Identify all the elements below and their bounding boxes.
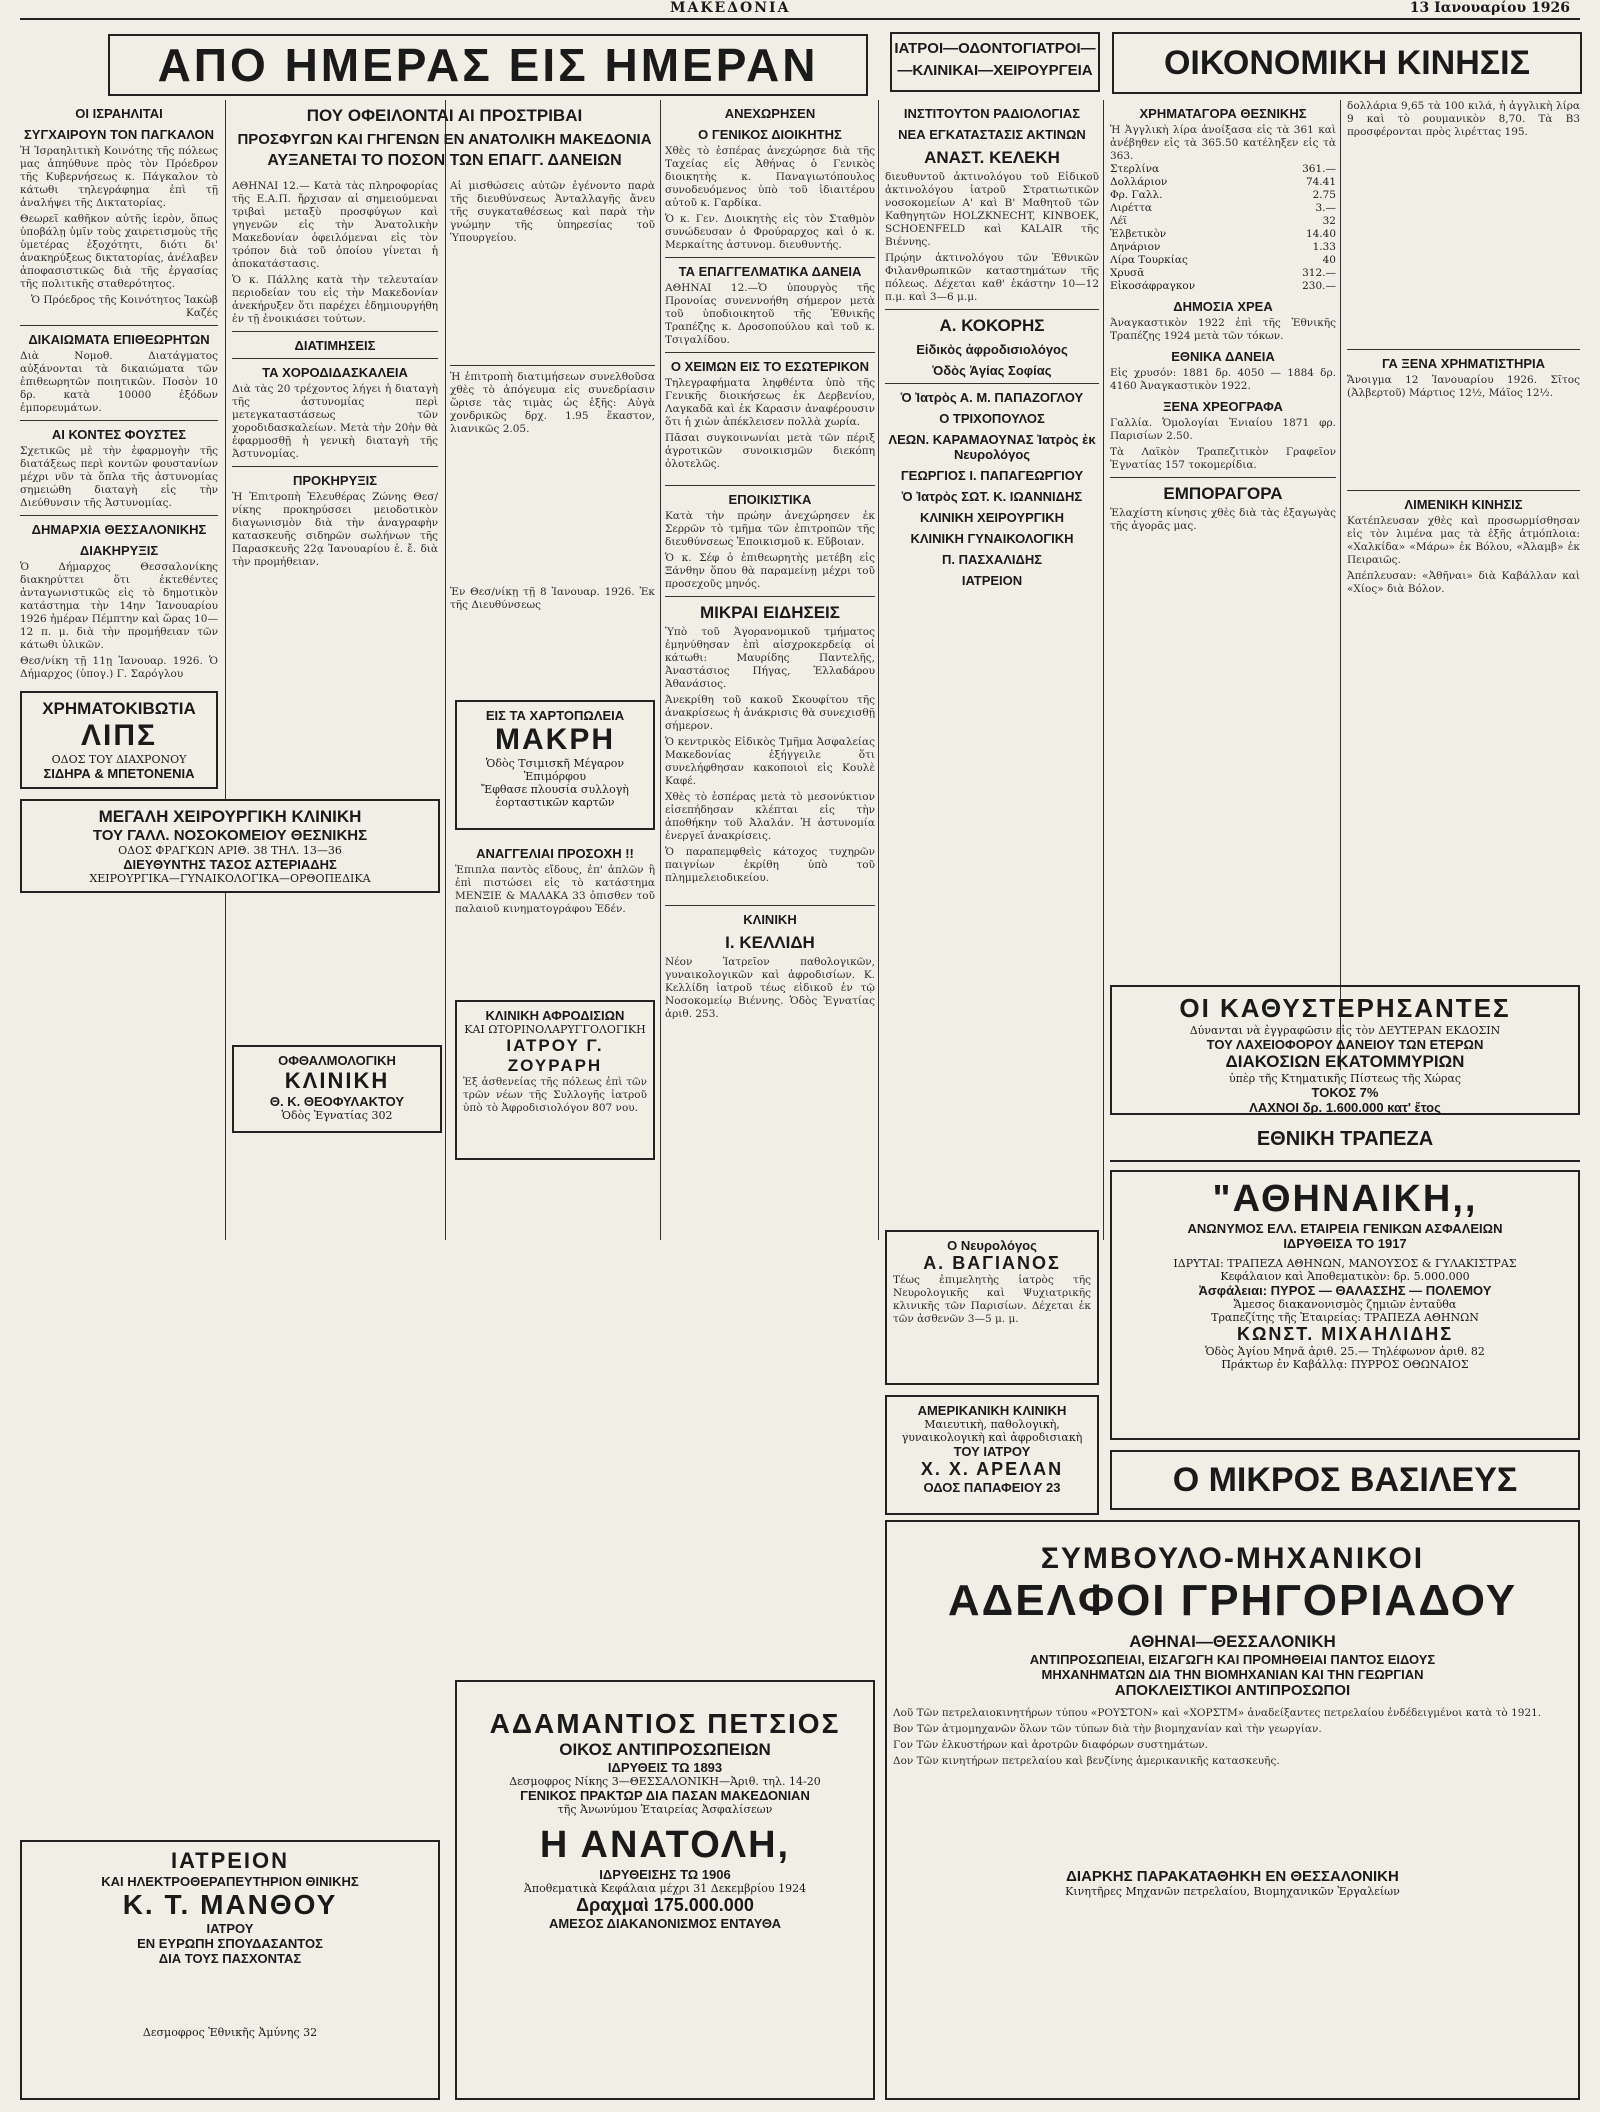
subheadline: ΠΡΟΣΦΥΓΩΝ ΚΑΙ ΓΗΓΕΝΩΝ ΕΝ ΑΝΑΤΟΛΙΚΗ ΜΑΚΕΔΟΝΙΑ (237, 131, 652, 148)
column-6 (1110, 100, 1336, 533)
divider (665, 905, 875, 906)
headline: ΕΠΟΙΚΙΣΤΙΚΑ (728, 492, 812, 507)
divider (20, 420, 218, 421)
newspaper-name: ΜΑΚΕΔΟΝΙΑ (670, 0, 791, 16)
advert-text: Ἔφθασε πλουσία συλλογὴ ἑορταστικῶν καρτῶν (481, 783, 629, 809)
divider (665, 352, 875, 353)
advert-doctor-name: ΙΑΤΡΟΥ Γ. ΖΟΥΡΑΡΗ (506, 1036, 604, 1075)
advert-doctor-name: Χ. Χ. ΑΡΕΛΑΝ (920, 1459, 1064, 1479)
section-banner (108, 34, 868, 96)
advert-text: ΚΑΙ ΩΤΟΡΙΝΟΛΑΡΥΓΓΟΛΟΓΙΚΗ (464, 1023, 646, 1036)
advert-text: ΔΙΑ ΤΟΥΣ ΠΑΣΧΟΝΤΑΣ (158, 1951, 302, 1966)
advert-text: Γον Τῶν ἐλκυστήρων καὶ ἀροτρῶν διαφόρων συστημάτων. (893, 1739, 1209, 1751)
advert-text: ΑΝΩΝΥΜΟΣ ΕΛΛ. ΕΤΑΙΡΕΙΑ ΓΕΝΙΚΩΝ ΑΣΦΑΛΕΙΩΝ (1187, 1221, 1503, 1236)
article-text: Ἀπέπλευσαν: «Ἀθῆναι» διὰ Καβάλλαν καὶ «Χίος» διὰ Βόλον. (1347, 570, 1580, 595)
headline: ΔΗΜΑΡΧΙΑ ΘΕΣΣΑΛΟΝΙΚΗΣ (31, 522, 207, 537)
advert-text: Τραπεζίτης τῆς Ἑταιρείας: ΤΡΑΠΕΖΑ ΑΘΗΝΩΝ (1211, 1311, 1479, 1324)
advert-text: Ἄμεσος διακανονισμὸς ζημιῶν ἐνταῦθα (1233, 1298, 1457, 1311)
advert-text: Τέως ἐπιμελητὴς ἰατρὸς τῆς Νευρολογικῆς καὶ Ψυχιατρικῆς κλινικῆς τῶν Παρισίων. Δέχεται ἐκ τῶν ἀσθενῶν 3—5 μ. μ. (893, 1274, 1091, 1325)
headline: ΑΝΑΓΓΕΛΙΑΙ ΠΡΟΣΟΧΗ !! (476, 846, 634, 861)
ophthalmology-clinic-advert (232, 1045, 442, 1133)
column-rule (878, 100, 879, 1240)
advert-heading: ΟΙ ΚΑΘΥΣΤΕΡΗΣΑΝΤΕΣ (1179, 993, 1511, 1023)
article-text: Κατέπλευσαν χθὲς καὶ προσωρμίσθησαν εἰς τὸν λιμένα μας τὰ ἑξῆς ἀτμόπλοια: «Χαλκίδα» «Μάρω» ἐκ Βόλου, «Ἀλαμβ» ἐκ Πειραιῶς. (1347, 515, 1580, 566)
headline: ΑΙ ΚΟΝΤΕΣ ΦΟΥΣΤΕΣ (51, 427, 187, 442)
advert-text: ΑΜΕΣΟΣ ΔΙΑΚΑΝΟΝΙΣΜΟΣ ΕΝΤΑΥΘΑ (548, 1916, 782, 1931)
subheadline: ΝΕΑ ΕΓΚΑΤΑΣΤΑΣΙΣ ΑΚΤΙΝΩΝ (898, 127, 1086, 142)
article-text: διευθυντοῦ ἀκτινολόγου τοῦ Εἰδικοῦ ἀκτινολόγου ἰατροῦ Στρατιωτικῶν νοσοκομείων Α' καὶ Β' Μαθητοῦ τῶν Καθηγητῶν HOLZKNECHT, KINBOEK, SCHOENFELD καὶ KALAIR τῆς Βιέννης. (885, 171, 1099, 248)
advert-text: ΓΕΝΙΚΟΣ ΠΡΑΚΤΩΡ ΔΙΑ ΠΑΣΑΝ ΜΑΚΕΔΟΝΙΑΝ (520, 1788, 810, 1803)
advert-doctor-name: Θ. Κ. ΘΕΟΦΥΛΑΚΤΟΥ (269, 1094, 405, 1109)
advert-heading: ΚΛΙΝΙΚΗ (743, 912, 797, 927)
article-text: Κατὰ τὴν πρώην ἀνεχώρησεν ἐκ Σερρῶν τὸ τμῆμα τῶν ἐπιτροπῶν τῆς διευθύνσεως Ἐποικισμοῦ κ. Εὔβοιαν. (665, 510, 875, 548)
advert-text: ὑπὲρ τῆς Κτηματικῆς Πίστεως τῆς Χώρας (1228, 1072, 1462, 1085)
article-text: Ἀνεκρίθη τοῦ κακοῦ Σκουφίτου τῆς ἀνακρίσεως ἡ ἀνάκρισις θὰ συνεχισθῇ σήμερον. (665, 694, 875, 732)
headline: ΙΝΣΤΙΤΟΥΤΟΝ ΡΑΔΙΟΛΟΓΙΑΣ (903, 106, 1081, 121)
currency-quotes (1110, 163, 1336, 293)
article-text: Πρῴην ἀκτινολόγου τῶν Ἐθνικῶν Φιλανθρωπικῶν καταστημάτων τῆς πόλεως. Δέχεται καθ' ἑκάστην 10—12 π.μ. καὶ 3—6 μ.μ. (885, 252, 1099, 303)
article-text: Χθὲς τὸ ἑσπέρας μετὰ τὸ μεσονύκτιον εἰσεπήδησαν κλέπται εἰς τὴν ἀποθήκην τοῦ Ἀλαλάν. Ἡ ἀστυνομία ἐνεργεῖ ἀνακρίσεις. (665, 791, 875, 842)
doctor-listing: ΙΑΤΡΕΙΟΝ (961, 573, 1023, 588)
divider (1347, 349, 1580, 350)
article-text: Θεσ/νίκη τῇ 11ῃ Ἰανουαρ. 1926. Ὁ Δήμαρχος (ὑπογ.) Γ. Σαρόγλου (20, 655, 218, 680)
divider (450, 365, 655, 366)
advert-text: ΟΙΚΟΣ ΑΝΤΙΠΡΟΣΩΠΕΙΩΝ (559, 1740, 771, 1759)
advert-heading: ΟΦΘΑΛΜΟΛΟΓΙΚΗ (278, 1053, 396, 1068)
headline: ΓΑ ΞΕΝΑ ΧΡΗΜΑΤΙΣΤΗΡΙΑ (1381, 356, 1546, 371)
advert-text: ΔΙΑΚΟΣΙΩΝ ΕΚΑΤΟΜΜΥΡΙΩΝ (1225, 1052, 1465, 1071)
column-2 (232, 100, 657, 171)
advert-address: Δεσμοφρος Ἐθνικῆς Ἀμύνης 32 (142, 2026, 318, 2039)
advert-text: ΔΙΑΡΚΗΣ ΠΑΡΑΚΑΤΑΘΗΚΗ ΕΝ ΘΕΣΣΑΛΟΝΙΚΗ (1066, 1868, 1399, 1885)
advert-text: Δον Τῶν κινητήρων πετρελαίου καὶ βενζίνης ἀμερικανικῆς κατασκευῆς. (893, 1755, 1280, 1767)
article-text: Ἄνοιγμα 12 Ἰανουαρίου 1926. Σῖτος (Ἀλβερτοῦ) Μάρτιος 12½, Μάϊος 12½. (1347, 374, 1580, 399)
advert-text: Μαιευτικὴ, παθολογικὴ, γυναικολογικὴ καὶ ἀφροδισιακὴ (901, 1418, 1083, 1444)
divider (232, 358, 438, 359)
advert-text: ΙΑΤΡΟΥ (206, 1921, 254, 1936)
subheadline: ΣΥΓΧΑΙΡΟΥΝ ΤΟΝ ΠΑΓΚΑΛΟΝ (23, 127, 215, 142)
advert-heading: ΕΙΣ ΤΑ ΧΑΡΤΟΠΩΛΕΙΑ (485, 708, 625, 723)
article-text: Ἐπιπλα παντὸς εἴδους, ἐπ' ἀπλῶν ἢ ἐπὶ πιστώσει εἰς τὸ κατάστημα ΜΕΝΞΙΕ & ΜΑΛΑΚΑ 33 ὀπισθεν τοῦ παλαιοῦ κινηματογράφου Ἐδέν. (455, 864, 655, 915)
divider (665, 596, 875, 597)
doctors-line-2: —ΚΛΙΝΙΚΑΙ—ΧΕΙΡΟΥΡΓΕΙΑ (897, 62, 1093, 79)
divider (232, 331, 438, 332)
column-rule (1103, 100, 1104, 1240)
doctor-name: ΑΝΑΣΤ. ΚΕΛΕΚΗ (924, 148, 1060, 167)
advert-heading: ΚΛΙΝΙΚΗ (284, 1068, 390, 1093)
quote-row: Στερλίνα 361.— (1110, 163, 1336, 175)
advert-text: Κεφάλαιον καὶ Ἀποθεματικὸν: δρ. 5.000.000 (1220, 1270, 1470, 1283)
headline: ΤΑ ΕΠΑΓΓΕΛΜΑΤΙΚΑ ΔΑΝΕΙΑ (678, 264, 862, 279)
article-text: ΑΘΗΝΑΙ 12.— Κατὰ τὰς πληροφορίας τῆς Ε.Α.Π. ἤρχισαν αἱ σημειούμεναι τριβαὶ μεταξὺ προσφύγων καὶ γηγενῶν εἰς τὴν Ἀνατολικὴν Μακεδονίαν ὀφειλόμεναι εἰς τὸν τρόπον διὰ τοῦ ὁποίου γίνεται ἡ ἀποκατάστασις. (232, 180, 438, 270)
advert-text: ΤΟΥ ΛΑΧΕΙΟΦΟΡΟΥ ΔΑΝΕΙΟΥ ΤΩΝ ΕΤΕΡΩΝ (1206, 1037, 1484, 1052)
article-text: Ὁ κ. Γεν. Διοικητὴς εἰς τὸν Σταθμὸν συνώδευσαν ὁ Φρούραρχος καὶ ὁ κ. Μερκαίτης ἀστυνομ. διευθυντής. (665, 213, 875, 251)
quote-row: Δολλάριον 74.41 (1110, 176, 1336, 188)
quote-row: Λέϊ 32 (1110, 215, 1336, 227)
article-text: Αἱ μισθώσεις αὐτῶν ἐγένοντο παρὰ τῆς διευθύνσεως Ἀνταλλαγῆς ἄνευ τῆς συγκαταθέσεως καὶ παρὰ τὴν γνώμην τῆς ὑπηρεσίας τοῦ Ὑπουργείου. (450, 180, 655, 244)
article-text: Ἐλαχίστη κίνησις χθὲς διὰ τὰς ἐξαγωγὰς τῆς ἀγορᾶς μας. (1110, 507, 1336, 532)
advert-heading: ΣΥΜΒΟΥΛΟ-ΜΗΧΑΝΙΚΟΙ (1040, 1542, 1425, 1575)
column-7 (1347, 100, 1580, 596)
article-text: Σχετικῶς μὲ τὴν ἐφαρμογὴν τῆς διατάξεως περὶ κοντῶν φουστανίων μέχρι νῦν τὰ ὅπλα τῆς ἀστυνομίας σημειώθη διαταγὴ εἰς τὴν Διεύθυνσιν τῆς Ἀστυνομίας. (20, 445, 218, 509)
doctor-listing: Ὁ Ἰατρὸς Α. Μ. ΠΑΠΑΖΟΓΛΟΥ (900, 390, 1084, 405)
divider (1110, 477, 1336, 478)
doctor-listing: ΚΛΙΝΙΚΗ ΧΕΙΡΟΥΡΓΙΚΗ (920, 510, 1064, 525)
advert-brand: ΜΑΚΡΗ (495, 723, 615, 756)
article-text: Ἡ Ἐπιτροπὴ Ἐλευθέρας Ζώνης Θεσ/νίκης προκηρύσσει μειοδοτικὸν διαγωνισμὸν διὰ τὴν ἀναγραφὴν κατασκευῆς σιδηρῶν σωλήνων τῆς Παρασκευῆς 22ᾳ Ἰανουαρίου ἐ. ἔ. διὰ τὴν προμήθειαν. (232, 491, 438, 568)
advert-text: Ἐξ ἀσθενείας τῆς πόλεως ἐπὶ τῶν τρῶν νέων τῆς Συλλογῆς ἰατροῦ ὑπὸ τὸ Ἀφροδισιολόγον 807 νου. (463, 1076, 647, 1114)
article-text: Ἀναγκαστικὸν 1922 ἐπὶ τῆς Ἐθνικῆς Τραπέζης 1924 μετὰ τῶν τόκων. (1110, 317, 1336, 342)
headline: ΠΟΥ ΟΦΕΙΛΟΝΤΑΙ ΑΙ ΠΡΟΣΤΡΙΒΑΙ (306, 106, 583, 125)
article-text: Θεωρεῖ καθῆκον αὐτῆς ἱερὸν, ὅπως ὑποβάλῃ ὑμῖν τοὺς χαιρετισμοὺς τῆς ὑμετέρας ἐξοχότητι, διότι δι' ἀνακηρύξεως δικτατορίας, ἀνέλαβεν ἀποφασιστικῶς διὰ τῆς ἐργασίας τῆς πολιτικῆς σταθερότητος. (20, 213, 218, 290)
article-text: Ἡ ἐπιτροπὴ διατιμήσεων συνελθοῦσα χθὲς τὸ ἀπόγευμα εἰς συνεδρίασιν ὥρισε τὰς τιμὰς ὡς ἑξῆς: Αὐγὰ χονδρικῶς δρχ. 1.95 ἕκαστον, λιανικῶς 2.05. (450, 371, 655, 435)
subheadline: Ο ΓΕΝΙΚΟΣ ΔΙΟΙΚΗΤΗΣ (698, 127, 842, 142)
advert-address: Ὁδὸς Ἀγίου Μηνᾶ ἀριθ. 25.— Τηλέφωνον ἀριθ. 82 (1205, 1345, 1485, 1358)
divider (885, 309, 1099, 310)
advert-address: Ὁδὸς Τσιμισκῆ Μέγαρον Ἐπιμόρφου (485, 757, 625, 783)
article-text: Τὰ Λαϊκὸν Τραπεζιτικὸν Γραφεῖον Ἐγνατίας 157 τοκομερίδια. (1110, 446, 1336, 471)
article-text: Ὑπὸ τοῦ Ἀγορανομικοῦ τμήματος ἐμηνύθησαν ἐπὶ αἰσχροκερδείᾳ οἱ κάτωθι: Μαυρίδης Παντελῆς, Ἀναστάσιος Πήγας, Ἐλλαδάρου Ἀθανάσιος. (665, 626, 875, 690)
advert-address: Δεσμοφρος Νίκης 3—ΘΕΣΣΑΛΟΝΙΚΗ—Ἀριθ. τηλ. 14-20 (509, 1775, 821, 1788)
doctor-listing: ΚΛΙΝΙΚΗ ΓΥΝΑΙΚΟΛΟΓΙΚΗ (910, 531, 1074, 546)
headline: Ο ΧΕΙΜΩΝ ΕΙΣ ΤΟ ΕΣΩΤΕΡΙΚΟΝ (670, 359, 870, 374)
headline: ΧΡΗΜΑΤΑΓΟΡΑ ΘΕΣΝΙΚΗΣ (1139, 106, 1307, 121)
american-clinic-advert (885, 1395, 1099, 1515)
electrotherapy-clinic-advert (20, 1840, 440, 2100)
headline: ΕΘΝΙΚΑ ΔΑΝΕΙΑ (1171, 349, 1275, 364)
little-king-banner (1110, 1450, 1580, 1510)
neurologist-advert (885, 1230, 1099, 1385)
column-2a (232, 180, 438, 569)
advert-text: ΟΔΟΣ ΤΟΥ ΔΙΑΧΡΟΝΟΥ (51, 753, 187, 766)
advert-text: Κινητῆρες Μηχανῶν πετρελαίου, Βιομηχανικῶν Ἐργαλείων (1065, 1885, 1400, 1898)
surgical-clinic-advert (20, 799, 440, 893)
advert-heading: ΚΛΙΝΙΚΗ ΑΦΡΟΔΙΣΙΩΝ (485, 1008, 625, 1023)
divider (665, 257, 875, 258)
article-text: Ὁ Δήμαρχος Θεσσαλονίκης διακηρύττει ὅτι ἐκτεθέντες ἀνταγωνιστικῶς εἰς τὸ δημοτικὸν κατάστημα τὴν 14ην Ἰανουαρίου 1926 ἡμέραν Πέμπτην καὶ ὥρας 10—12 π. μ. διὰ τὴν προμήθειαν τῶν κάτωθι ὑλικῶν. (20, 561, 218, 651)
quote-row: Δηνάριον 1.33 (1110, 241, 1336, 253)
subheadline: ΑΥΞΑΝΕΤΑΙ ΤΟ ΠΟΣΟΝ ΤΩΝ ΕΠΑΓΓ. ΔΑΝΕΙΩΝ (267, 152, 622, 169)
advert-brand: "ΑΘΗΝΑΙΚΗ,, (1212, 1178, 1478, 1220)
safes-advert (20, 691, 218, 789)
doctor-listing: ΛΕΩΝ. ΚΑΡΑΜΑΟΥΝΑΣ Ἰατρὸς ἐκ Νευρολόγος (888, 432, 1096, 462)
grigoriadis-engineers-advert (885, 1520, 1580, 2100)
advert-doctor-name: Ι. ΚΕΛΛΙΔΗ (725, 933, 815, 952)
doctors-line-1: ΙΑΤΡΟΙ—ΟΔΟΝΤΟΓΙΑΤΡΟΙ— (894, 40, 1096, 57)
article-text: Ἡ Ἰσραηλιτικὴ Κοινότης τῆς πόλεως μας ἀπηύθυνε πρὸς τὸν Πρόεδρον τῆς Κυβερνήσεως κ. Πάγκαλον τὸ κάτωθι τηλεγράφημα ἐπὶ τῇ ἀναλήψει τῆς Δικτατορίας. (20, 145, 218, 209)
signature: Ὁ Πρόεδρος τῆς Κοινότητος Ἰακὼβ Καζές (31, 294, 218, 319)
headline: ΞΕΝΑ ΧΡΕΟΓΡΑΦΑ (1163, 399, 1283, 414)
headline: ΕΜΠΟΡΑΓΟΡΑ (1163, 484, 1283, 503)
divider (20, 325, 218, 326)
issue-date: 13 Ιανουαρίου 1926 (1409, 0, 1570, 16)
lottery-loan-advert (1110, 985, 1580, 1115)
advert-address: Ὁδὸς Ἐγνατίας 302 (281, 1109, 393, 1122)
column-rule (1340, 100, 1341, 1070)
divider (1347, 490, 1580, 491)
advert-text: ΧΕΙΡΟΥΡΓΙΚΑ—ΓΥΝΑΙΚΟΛΟΓΙΚΑ—ΟΡΘΟΠΕΔΙΚΑ (89, 872, 371, 885)
advert-text: ΣΙΔΗΡΑ & ΜΠΕΤΟΝΕΝΙΑ (43, 766, 195, 781)
advert-text: Πράκτωρ ἐν Καβάλλᾳ: ΠΥΡΡΟΣ ΟΘΩΝΑΙΟΣ (1221, 1358, 1469, 1371)
advert-text: τῆς Ἀνωνύμου Ἑταιρείας Ἀσφαλίσεων (557, 1803, 773, 1816)
article-text: ΑΘΗΝΑΙ 12.—Ὁ ὑπουργὸς τῆς Προνοίας συνεννοήθη σήμερον μετὰ τοῦ ὑποδιοικητοῦ τῆς Ἐθνικῆς Τραπέζης κ. Δροσοπούλου καὶ τοῦ κ. Τσιγαλίδου. (665, 282, 875, 346)
quote-row: Φρ. Γαλλ. 2.75 (1110, 189, 1336, 201)
article-text: Ὁ κ. Πάλλης κατὰ τὴν τελευταίαν περιοδείαν του εἰς τὴν Μακεδονίαν ἀνεκήρυξεν ὅτι παρέχει ἐδημιουργήθη ἐν τῇ ἐνοικιάσει τούτων. (232, 274, 438, 325)
advert-text: ΜΗΧΑΝΗΜΑΤΩΝ ΔΙΑ ΤΗΝ ΒΙΟΜΗΧΑΝΙΑΝ ΚΑΙ ΤΗΝ ΓΕΩΡΓΙΑΝ (1041, 1667, 1424, 1682)
advert-text: ΙΔΡΥΘΕΙΣΗΣ ΤΩ 1906 (599, 1867, 731, 1882)
headline: ΔΙΑΤΙΜΗΣΕΙΣ (294, 338, 376, 353)
article-text: Εἰς χρυσόν: 1881 δρ. 4050 — 1884 δρ. 4160 Ἀναγκαστικὸν 1922. (1110, 367, 1336, 392)
article-text: Ἐν Θεσ/νίκῃ τῇ 8 Ἰανουαρ. 1926. Ἐκ τῆς Διευθύνσεως (450, 586, 655, 611)
doctor-name: Α. ΚΟΚΟΡΗΣ (939, 316, 1045, 335)
quote-row: Εἰκοσάφραγκον 230.— (1110, 280, 1336, 292)
column-rule (445, 100, 446, 1240)
article-text: δολλάρια 9,65 τὰ 100 κιλά, ἡ ἀγγλικὴ λίρα 9 καὶ τὸ ρουμανικὸν 8,70. Τὰ Β3 προσφέρονται πρὸς λιρέττας 195. (1347, 100, 1580, 138)
advert-text: ΔΙΕΥΘΥΝΤΗΣ ΤΑΣΟΣ ΑΣΤΕΡΙΑΔΗΣ (123, 857, 337, 872)
advert-doctor-name: Κ. Τ. ΜΑΝΘΟΥ (122, 1889, 338, 1920)
page-header (20, 0, 1580, 20)
advert-text: ΑΝΤΙΠΡΟΣΩΠΕΙΑΙ, ΕΙΣΑΓΩΓΗ ΚΑΙ ΠΡΟΜΗΘΕΙΑΙ ΠΑΝΤΟΣ ΕΙΔΟΥΣ (1029, 1652, 1436, 1667)
doctor-listing: Π. ΠΑΣΧΑΛΙΔΗΣ (941, 552, 1043, 567)
divider (885, 383, 1099, 384)
column-4 (665, 480, 875, 1021)
doctor-listing: Ὁ Ἰατρὸς ΣΩΤ. Κ. ΙΩΑΝΝΙΔΗΣ (901, 489, 1083, 504)
advert-brand: ΛΙΠΣ (80, 719, 157, 752)
headline: ΟΙ ΙΣΡΑΗΛΙΤΑΙ (75, 106, 163, 121)
advert-heading: ΙΑΤΡΕΙΟΝ (170, 1848, 290, 1873)
subheadline: ΔΙΑΚΗΡΥΞΙΣ (79, 543, 159, 558)
bank-heading (1110, 1118, 1580, 1162)
advert-heading: ΑΔΑΜΑΝΤΙΟΣ ΠΕΤΣΙΟΣ (489, 1708, 841, 1739)
advert-text: ΤΟΥ ΓΑΛΛ. ΝΟΣΟΚΟΜΕΙΟΥ ΘΕΣΝΙΚΗΣ (92, 827, 368, 844)
article-text: Διὰ τὰς 20 τρέχοντος λήγει ἡ διαταγὴ τῆς ἀστυνομίας περὶ μετεγκαταστάσεως τῶν χοροδιδασκαλείων. Μετὰ τὴν 20ὴν θὰ ἐφαρμοσθῇ ἡ γενικὴ διαταγὴ τῆς Ἀστυνομίας. (232, 383, 438, 460)
doctor-specialty: Εἰδικὸς ἀφροδισιολόγος (916, 342, 1068, 357)
bank-name: ΕΘΝΙΚΗ ΤΡΑΠΕΖΑ (1256, 1128, 1434, 1150)
advert-brand: Η ΑΝΑΤΟΛΗ, (539, 1824, 791, 1866)
advert-text: ΙΔΡΥΘΕΙΣΑ ΤΟ 1917 (1283, 1236, 1407, 1251)
advert-text: ΤΟΥ ΙΑΤΡΟΥ (953, 1444, 1031, 1459)
quote-row: Λιρέττα 3.— (1110, 202, 1336, 214)
advert-heading: ΑΜΕΡΙΚΑΝΙΚΗ ΚΛΙΝΙΚΗ (917, 1403, 1067, 1418)
doctor-address: Ὁδὸς Ἁγίας Σοφίας (932, 363, 1052, 378)
advert-address: ΟΔΟΣ ΠΑΠΑΦΕΙΟΥ 23 (923, 1480, 1061, 1495)
column-5 (885, 100, 1099, 591)
article-text: Ὁ παραπεμφθεὶς κάτοχος τυχηρῶν παιγνίων ἐκρίθη ὑπὸ τοῦ πλημμελειοδικείου. (665, 846, 875, 884)
quote-row: Ἑλβετικὸν 14.40 (1110, 228, 1336, 240)
advert-heading: Ο Νευρολόγος (947, 1238, 1037, 1253)
doctors-section-banner (890, 32, 1100, 92)
advert-text: Ἀσφάλειαι: ΠΥΡΟΣ — ΘΑΛΑΣΣΗΣ — ΠΟΛΕΜΟΥ (1198, 1283, 1492, 1298)
headline: ΤΑ ΧΟΡΟΔΙΔΑΣΚΑΛΕΙΑ (262, 365, 408, 380)
headline: ΑΝΕΧΩΡΗΣΕΝ (724, 106, 816, 121)
advert-agent-name: ΚΩΝΣΤ. ΜΙΧΑΗΛΙΔΗΣ (1237, 1324, 1453, 1344)
venereal-clinic-advert (455, 1000, 655, 1160)
headline: ΠΡΟΚΗΡΥΞΙΣ (292, 473, 378, 488)
column-rule (660, 100, 661, 1240)
headline: ΛΙΜΕΝΙΚΗ ΚΙΝΗΣΙΣ (1404, 497, 1523, 512)
advert-text: ΕΝ ΕΥΡΩΠΗ ΣΠΟΥΔΑΣΑΝΤΟΣ (137, 1936, 323, 1951)
advert-text: ΑΠΟΚΛΕΙΣΤΙΚΟΙ ΑΝΤΙΠΡΟΣΩΠΟΙ (1114, 1682, 1351, 1699)
doctor-listing: ΓΕΩΡΓΙΟΣ Ι. ΠΑΠΑΓΕΩΡΓΙΟΥ (900, 468, 1084, 483)
divider (665, 485, 875, 486)
advert-text: ΟΔΟΣ ΦΡΑΓΚΩΝ ΑΡΙΘ. 38 ΤΗΛ. 13—36 (118, 844, 342, 857)
advert-text: ΙΔΡΥΘΕΙΣ ΤΩ 1893 (607, 1760, 723, 1775)
headline: ΔΙΚΑΙΩΜΑΤΑ ΕΠΙΘΕΩΡΗΤΩΝ (28, 332, 210, 347)
advert-brand: Ο ΜΙΚΡΟΣ ΒΑΣΙΛΕΥΣ (1172, 1461, 1518, 1499)
advert-text: ΑΘΗΝΑΙ—ΘΕΣΣΑΛΟΝΙΚΗ (1129, 1632, 1336, 1651)
article-text: Γαλλία. Ὁμολογίαι Ἐνιαίου 1871 φρ. Παρισίων 2.50. (1110, 417, 1336, 442)
advert-text: Νέον Ἰατρεῖον παθολογικῶν, γυναικολογικῶν καὶ ἀφροδισίων. Κ. Κελλίδη ἰατροῦ τέως εἰδικοῦ ἐν τῷ Νοσοκομείῳ Βιέννης. Ὁδὸς Ἐγνατίας ἀριθ. 253. (665, 956, 875, 1020)
advert-text: Βον Τῶν ἀτμομηχανῶν ὅλων τῶν τύπων διὰ τὴν βιομηχανίαν καὶ τὴν γεωργίαν. (893, 1723, 1322, 1735)
advert-text: ΤΟΚΟΣ 7% (1311, 1085, 1379, 1100)
stationery-advert (455, 700, 655, 830)
advert-heading: ΜΕΓΑΛΗ ΧΕΙΡΟΥΡΓΙΚΗ ΚΛΙΝΙΚΗ (98, 807, 362, 826)
article-text: Πᾶσαι συγκοινωνίαι μετὰ τῶν πέριξ ἀγροτικῶν συνοικισμῶν διεκόπη ὁλοτελῶς. (665, 432, 875, 470)
doctor-listing: Ο ΤΡΙΧΟΠΟΥΛΟΣ (939, 411, 1045, 426)
insurance-advert (1110, 1170, 1580, 1440)
advert-text: Λοῦ Τῶν πετρελαιοκινητήρων τύπου «ΡΟΥΣΤΟΝ» καὶ «ΧΟΡΣΤΜ» ἀναδείξαντες πετρελαίου ἐνδέδειγμένοι κατὰ τὸ 1921. (893, 1707, 1542, 1719)
article-text: Τηλεγραφήματα ληφθέντα ὑπὸ τῆς Γενικῆς διοικήσεως ἐκ Δερβενίου, Λαγκαδᾶ καὶ ἐκ Καρασιν ἀναφέρουσιν ὅτι ἡ χιὼν ἀπέκλεισεν πολλὰ χωρία. (665, 377, 875, 428)
divider (20, 515, 218, 516)
article-text: Χθὲς τὸ ἑσπέρας ἀνεχώρησε διὰ τῆς Ταχείας εἰς Ἀθήνας ὁ Γενικὸς διοικητὴς κ. Παναγιωτόπουλος συνοδευόμενος ὑπὸ τοῦ ἰδιαιτέρου αὐτοῦ κ. Γαρδίκα. (665, 145, 875, 209)
advert-text: Ἀποθεματικὰ Κεφάλαια μέχρι 31 Δεκεμβρίου 1924 (523, 1882, 807, 1895)
advert-text: ΙΔΡΥΤΑΙ: ΤΡΑΠΕΖΑ ΑΘΗΝΩΝ, ΜΑΝΟΥΣΟΣ & ΓΥΛΑΚΙΣΤΡΑΣ (1173, 1257, 1517, 1270)
divider (232, 466, 438, 467)
headline: ΜΙΚΡΑΙ ΕΙΔΗΣΕΙΣ (700, 603, 840, 622)
banner-title: ΑΠΟ ΗΜΕΡΑΣ ΕΙΣ ΗΜΕΡΑΝ (157, 39, 819, 91)
column-rule (225, 100, 226, 1240)
column-3 (665, 100, 875, 471)
quote-row: Λίρα Τουρκίας 40 (1110, 254, 1336, 266)
advert-text: ΚΑΙ ΗΛΕΚΤΡΟΘΕΡΑΠΕΥΤΗΡΙΟΝ ΘΙΝΙΚΗΣ (101, 1874, 359, 1889)
article-text: Διὰ Νομοθ. Διατάγματος αὐξάνονται τὰ δικαιώματα τῶν ἐπιθεωρητῶν ποιητικῶν. Ποσὸν 10 δρ. κατὰ 10000 ἐξόδων ἐμπορευμάτων. (20, 350, 218, 414)
economic-section-banner (1112, 32, 1582, 94)
advert-text: ΛΑΧΝΟΙ δρ. 1.600.000 κατ' ἔτος (1249, 1100, 1441, 1115)
advert-doctor-name: Α. ΒΑΓΙΑΝΟΣ (923, 1253, 1061, 1273)
advert-capital: Δραχμαὶ 175.000.000 (576, 1895, 754, 1915)
economic-title: ΟΙΚΟΝΟΜΙΚΗ ΚΙΝΗΣΙΣ (1163, 44, 1530, 82)
column-2b (450, 180, 655, 612)
advert-brand: ΑΔΕΛΦΟΙ ΓΡΗΓΟΡΙΑΔΟΥ (947, 1576, 1518, 1625)
article-text: Ὁ κ. Σέφ ὁ ἐπιθεωρητὴς μετέβη εἰς Ξάνθην ὅπου θὰ παραμείνῃ μέχρι τοῦ προσεχοῦς μηνός. (665, 552, 875, 590)
headline: ΔΗΜΟΣΙΑ ΧΡΕΑ (1173, 299, 1273, 314)
quote-row: Χρυσᾶ 312.— (1110, 267, 1336, 279)
article-text: Ἡ Ἀγγλικὴ λίρα ἀνοίξασα εἰς τὰ 361 καὶ ἀνέβηθεν εἰς τὰ 365.50 κατέληξεν εἰς τὰ 363. (1110, 124, 1336, 162)
furniture-notice (455, 840, 655, 916)
article-text: Ὁ κεντρικὸς Εἰδικὸς Τμῆμα Ἀσφαλείας Μακεδονίας ἐξήγγειλε ὅτι συνελήφθησαν κακοποιοὶ εἰς Κουλὲ Καφέ. (665, 736, 875, 787)
advert-heading: ΧΡΗΜΑΤΟΚΙΒΩΤΙΑ (42, 699, 196, 718)
petsios-agency-advert (455, 1680, 875, 2100)
advert-text: Δύνανται νὰ ἐγγραφῶσιν εἰς τὸν ΔΕΥΤΕΡΑΝ ΕΚΔΟΣΙΝ (1189, 1024, 1501, 1037)
